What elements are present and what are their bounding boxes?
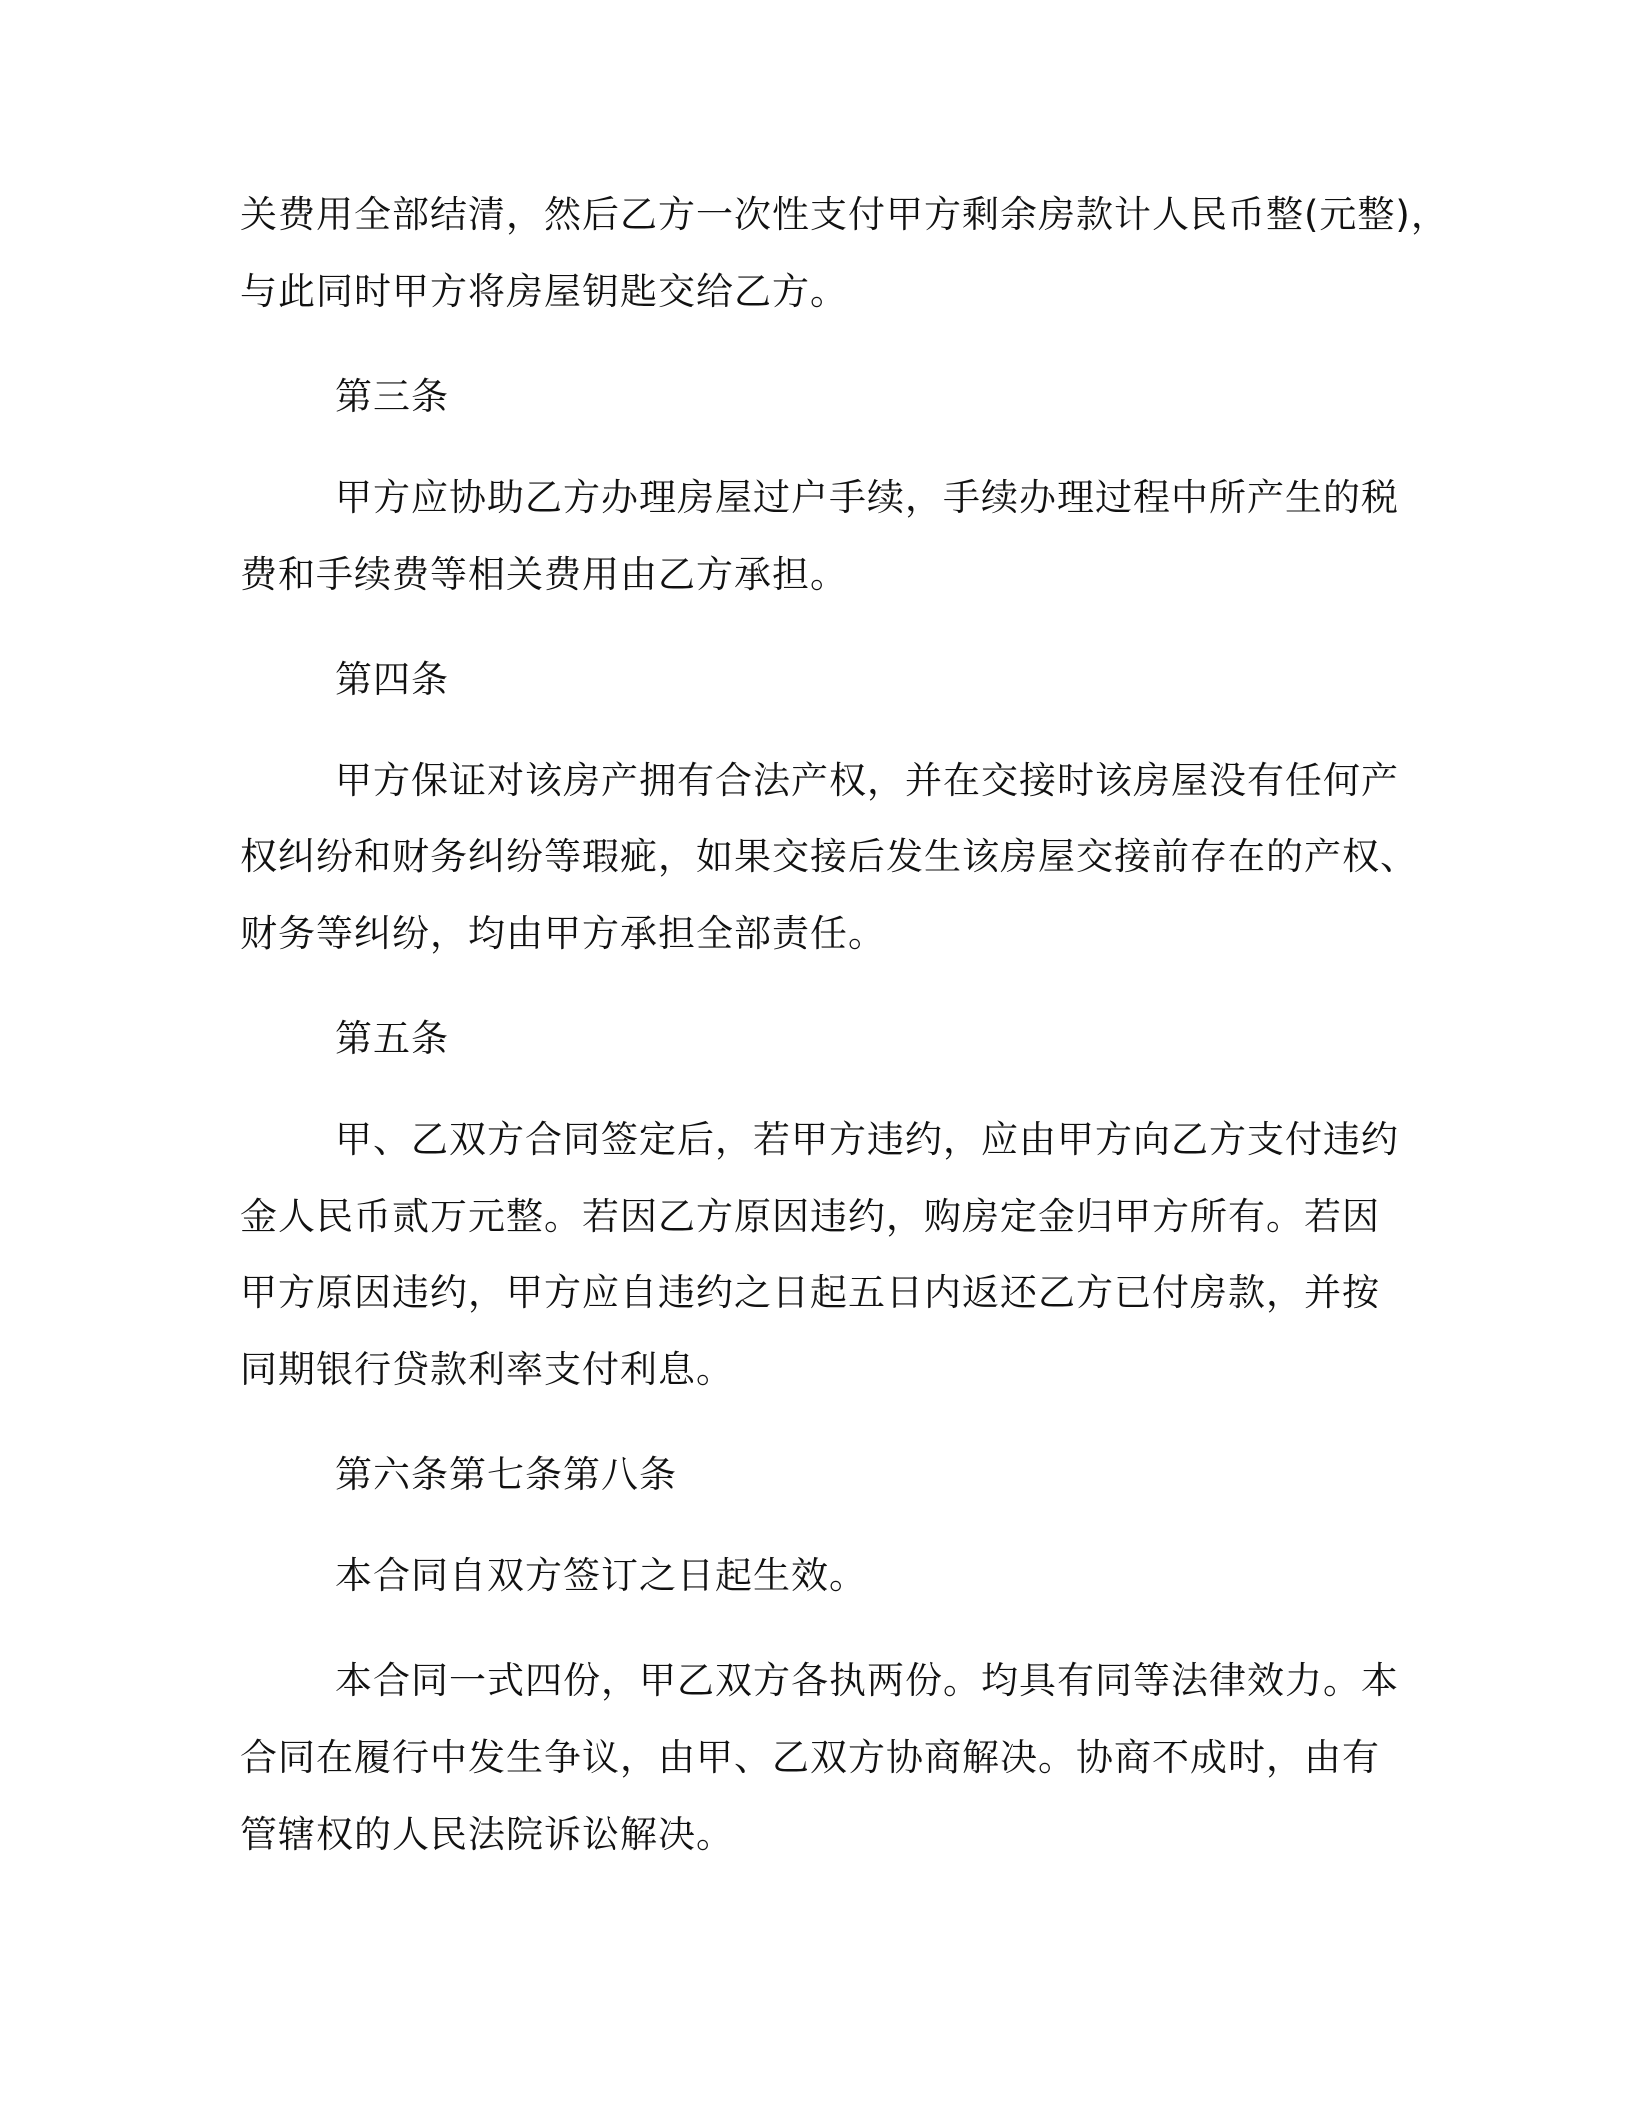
paragraph-line: 本合同自双方签订之日起生效。: [335, 1554, 867, 1597]
paragraph-line: 金人民币贰万元整。若因乙方原因违约，购房定金归甲方所有。若因: [240, 1195, 1380, 1238]
paragraph-line: 合同在履行中发生争议，由甲、乙双方协商解决。协商不成时，由有: [240, 1736, 1380, 1779]
paragraph-line: 本合同一式四份，甲乙双方各执两份。均具有同等法律效力。本: [335, 1659, 1399, 1702]
article-heading-3: 第三条: [335, 375, 449, 418]
article-heading-5: 第五条: [335, 1017, 449, 1060]
paragraph-line: 甲方原因违约，甲方应自违约之日起五日内返还乙方已付房款，并按: [240, 1271, 1380, 1314]
paragraph-line: 财务等纠纷，均由甲方承担全部责任。: [240, 912, 886, 955]
paragraph-line: 甲、乙双方合同签定后，若甲方违约，应由甲方向乙方支付违约: [335, 1118, 1399, 1161]
paragraph-line: 同期银行贷款利率支付利息。: [240, 1348, 734, 1391]
paragraph-line: 权纠纷和财务纠纷等瑕疵，如果交接后发生该房屋交接前存在的产权、: [240, 835, 1418, 878]
paragraph-line: 管辖权的人民法院诉讼解决。: [240, 1813, 734, 1856]
paragraph-line: 关费用全部结清，然后乙方一次性支付甲方剩余房款计人民币整(元整)，: [240, 193, 1449, 236]
paragraph-line: 费和手续费等相关费用由乙方承担。: [240, 553, 848, 596]
paragraph-line: 甲方应协助乙方办理房屋过户手续，手续办理过程中所产生的税: [335, 476, 1399, 519]
article-heading-4: 第四条: [335, 658, 449, 701]
article-heading-6-7-8: 第六条第七条第八条: [335, 1453, 677, 1496]
paragraph-line: 甲方保证对该房产拥有合法产权，并在交接时该房屋没有任何产: [335, 759, 1399, 802]
paragraph-line: 与此同时甲方将房屋钥匙交给乙方。: [240, 270, 848, 313]
